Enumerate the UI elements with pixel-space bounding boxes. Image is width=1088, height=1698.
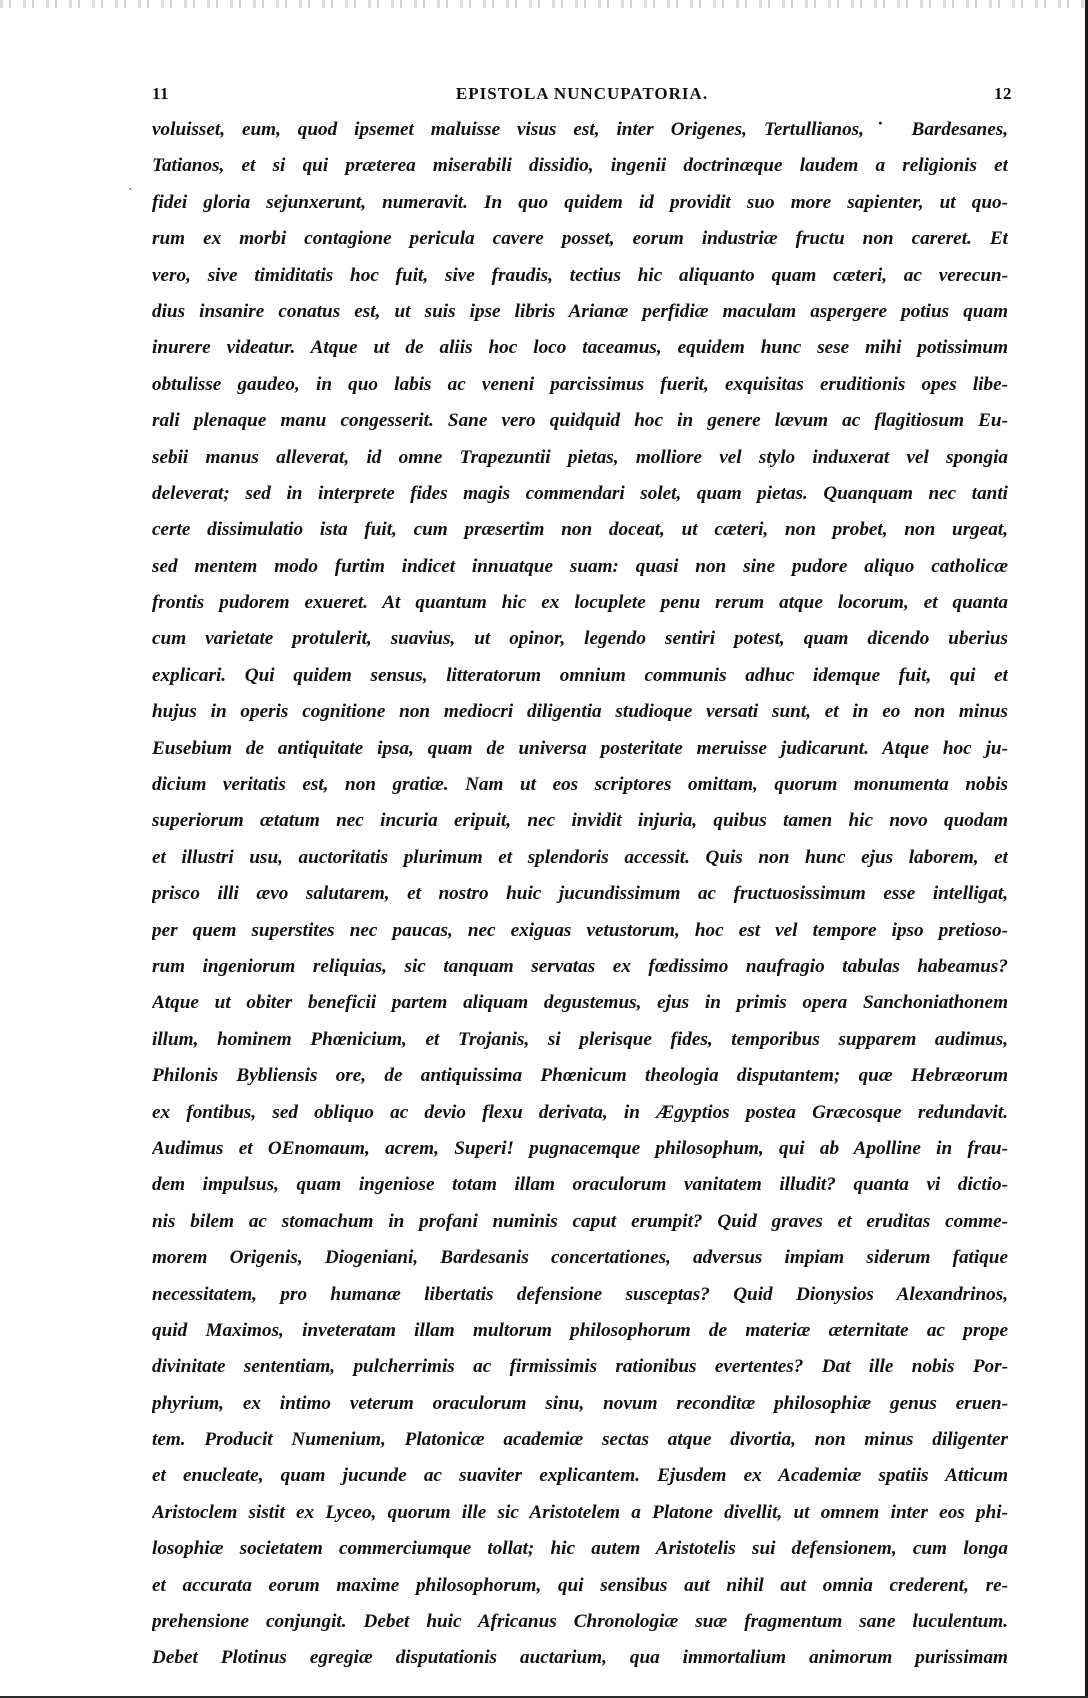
text-line: Audimus et OEnomaum, acrem, Superi! pugnacemque philosophum, qui ab Apolline in frau- <box>152 1137 1008 1159</box>
text-line: divinitate sententiam, pulcherrimis ac firmissimis rationibus evertentes? Dat ille nobis Por- <box>152 1356 1008 1378</box>
text-line: dius insanire conatus est, ut suis ipse libris Arianæ perfidiæ maculam aspergere potius quam <box>152 300 1008 322</box>
text-line: sed mentem modo furtim indicet innuatque suam: quasi non sine pudore aliquo catholicæ <box>152 555 1008 577</box>
running-title: EPISTOLA NUNCUPATORIA. <box>455 84 709 103</box>
text-line: fidei gloria sejunxerunt, numeravit. In quo quidem id providit suo more sapienter, ut quo- <box>152 191 1008 213</box>
running-header <box>152 84 1012 106</box>
page-number-right: 12 <box>994 84 1012 103</box>
text-line: morem Origenis, Diogeniani, Bardesanis concertationes, adversus impiam siderum fatique <box>152 1247 1008 1269</box>
text-line: certe dissimulatio ista fuit, cum præsertim non doceat, ut cæteri, non probet, non urgeat, <box>152 519 1008 541</box>
text-line: dem impulsus, quam ingeniose totam illam oraculorum vanitatem illudit? quanta vi dictio- <box>152 1174 1008 1196</box>
text-line: rum ingeniorum reliquias, sic tanquam servatas ex fœdissimo naufragio tabulas habeamus? <box>152 955 1008 977</box>
text-line: Debet Plotinus egregiæ disputationis auctarium, qua immortalium animorum purissimam <box>152 1647 1008 1669</box>
text-line: hujus in operis cognitione non mediocri diligentia studioque versati sunt, et in eo non minus <box>152 701 1008 723</box>
text-line: phyrium, ex intimo veterum oraculorum sinu, novum reconditæ philosophiæ genus eruen- <box>152 1392 1008 1414</box>
margin-mark: ˎ <box>128 176 133 191</box>
text-line: superiorum ætatum nec incuria eripuit, nec invidit injuria, quibus tamen hic novo quodam <box>152 810 1008 832</box>
text-line: prisco illi ævo salutarem, et nostro huic jucundissimum ac fructuosissimum esse intelligat, <box>152 883 1008 905</box>
text-line: et enucleate, quam jucunde ac suaviter explicantem. Ejusdem ex Academiæ spatiis Atticum <box>152 1465 1008 1487</box>
page-number-left: 11 <box>152 84 170 103</box>
text-line: Tatianos, et si qui præterea miserabili dissidio, ingenii doctrinæque laudem a religionis et <box>152 155 1008 177</box>
scan-top-edge <box>0 0 1088 8</box>
text-line: et accurata eorum maxime philosophorum, qui sensibus aut nihil aut omnia crederent, re- <box>152 1574 1008 1596</box>
text-line: rali plenaque manu congesserit. Sane vero quidquid hoc in genere lævum ac flagitiosum Eu- <box>152 410 1008 432</box>
text-line: dicium veritatis est, non gratiæ. Nam ut eos scriptores omittam, quorum monumenta nobis <box>152 774 1008 796</box>
text-line: Atque ut obiter beneficii partem aliquam degustemus, ejus in primis opera Sanchoniathonem <box>152 992 1008 1014</box>
text-line: tem. Producit Numenium, Platonicæ academiæ sectas atque divortia, non minus diligenter <box>152 1429 1008 1451</box>
text-line: explicari. Qui quidem sensus, litteratorum omnium communis adhuc idemque fuit, qui et <box>152 664 1008 686</box>
text-line: nis bilem ac stomachum in profani numinis caput erumpit? Quid graves et eruditas comme- <box>152 1210 1008 1232</box>
text-line: deleverat; sed in interprete fides magis commendari solet, quam pietas. Quanquam nec tanti <box>152 482 1008 504</box>
text-line: Aristoclem sistit ex Lyceo, quorum ille sic Aristotelem a Platone divellit, ut omnem inter eos phi- <box>152 1501 1008 1523</box>
text-line: necessitatem, pro humanæ libertatis defensione susceptas? Quid Dionysios Alexandrinos, <box>152 1283 1008 1305</box>
text-line: Eusebium de antiquitate ipsa, quam de universa posteritate meruisse judicarunt. Atque hoc ju- <box>152 737 1008 759</box>
text-line: per quem superstites nec paucas, nec exiguas vetustorum, hoc est vel tempore ipso pretioso- <box>152 919 1008 941</box>
text-line: voluisset, eum, quod ipsemet maluisse visus est, inter Origenes, Tertullianos,˙ Bardesanes, <box>152 119 1008 140</box>
text-line: rum ex morbi contagione pericula cavere posset, eorum industriæ fructu non careret. Et <box>152 228 1008 250</box>
text-line: ex fontibus, sed obliquo ac devio flexu derivata, in Ægyptios postea Græcosque redundavit. <box>152 1101 1008 1123</box>
body-text <box>152 112 1008 1677</box>
text-line: quid Maximos, inveteratam illam multorum philosophorum de materiæ æternitate ac prope <box>152 1319 1008 1341</box>
text-line: losophiæ societatem commerciumque tollat; hic autem Aristotelis sui defensionem, cum longa <box>152 1538 1008 1560</box>
text-line: illum, hominem Phœnicium, et Trojanis, si plerisque fides, temporibus supparem audimus, <box>152 1028 1008 1050</box>
text-line: et illustri usu, auctoritatis plurimum et splendoris accessit. Quis non hunc ejus laborem, et <box>152 846 1008 868</box>
text-line: inurere videatur. Atque ut de aliis hoc loco taceamus, equidem hunc sese mihi potissimum <box>152 337 1008 359</box>
text-line: obtulisse gaudeo, in quo labis ac veneni parcissimus fuerit, exquisitas eruditionis opes libe- <box>152 373 1008 395</box>
text-line: sebii manus alleverat, id omne Trapezuntii pietas, molliore vel stylo induxerat vel spongia <box>152 446 1008 468</box>
text-line: Philonis Bybliensis ore, de antiquissima Phœnicum theologia disputantem; quæ Hebræorum <box>152 1065 1008 1087</box>
text-line: vero, sive timiditatis hoc fuit, sive fraudis, tectius hic aliquanto quam cæteri, ac verecun- <box>152 264 1008 286</box>
text-line: cum varietate protulerit, suavius, ut opinor, legendo sentiri potest, quam dicendo uberius <box>152 628 1008 650</box>
text-line: frontis pudorem exueret. At quantum hic ex locuplete penu rerum atque locorum, et quanta <box>152 592 1008 614</box>
text-line: prehensione conjungit. Debet huic Africanus Chronologiæ suæ fragmentum sane luculentum. <box>152 1611 1008 1633</box>
